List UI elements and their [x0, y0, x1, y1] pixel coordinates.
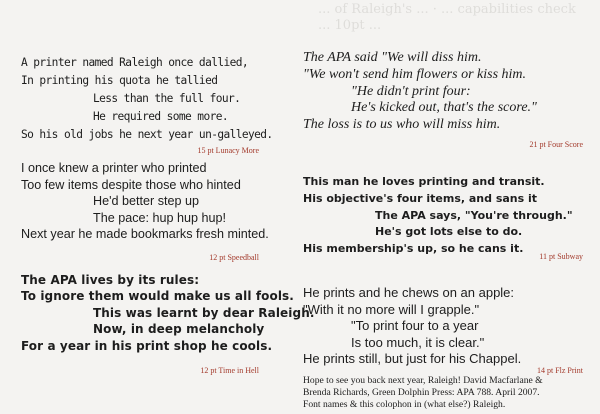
limerick-time-in-hell	[21, 272, 315, 354]
limerick-line: To ignore them would make us all fools.	[21, 289, 294, 304]
font-caption: 15 pt Lunacy More	[197, 146, 259, 155]
limerick-line: The pace: hup hup hup!	[93, 210, 227, 225]
font-caption: 12 pt Speedball	[209, 253, 259, 262]
limerick-line: I once knew a printer who printed	[21, 161, 207, 175]
limerick-line: The loss is to us who will miss him.	[303, 117, 501, 133]
limerick-line: "With it no more will I grapple."	[303, 301, 480, 317]
font-caption: 21 pt Four Score	[529, 140, 583, 149]
limerick-line: The APA says, "You're through."	[375, 208, 573, 222]
bleed-line: ... of Raleigh's ... · ... capabilities check	[318, 2, 576, 17]
font-caption: 14 pt Flz Print	[536, 366, 583, 375]
limerick-line: Is too much, it is clear."	[351, 334, 485, 350]
limerick-line: This was learnt by dear Raleigh.	[93, 305, 315, 320]
colophon	[303, 375, 588, 410]
limerick-line: This man he loves printing and transit.	[303, 175, 545, 188]
limerick-line: The APA said "We will diss him.	[303, 50, 482, 65]
limerick-four-score	[303, 50, 537, 134]
limerick-line: The APA lives by its rules:	[21, 273, 200, 287]
limerick-line: He'd better step up	[93, 194, 200, 209]
limerick-lunacy-more	[21, 54, 273, 144]
limerick-line: Less than the full four.	[93, 92, 241, 105]
bleed-line: ... 10pt ...	[318, 18, 382, 33]
limerick-flz-print	[303, 285, 521, 368]
limerick-line: So his old jobs he next year un-galleyed.	[21, 128, 273, 141]
limerick-line: He required some more.	[93, 110, 228, 123]
font-caption: 12 pt Time in Hell	[200, 366, 259, 375]
limerick-line: For a year in his print shop he cools.	[21, 338, 273, 353]
limerick-line: Now, in deep melancholy	[93, 322, 265, 337]
limerick-line: A printer named Raleigh once dallied,	[21, 56, 249, 69]
limerick-line: He prints and he chews on an apple:	[303, 285, 515, 300]
limerick-speedball	[21, 160, 269, 243]
colophon-line: Brenda Richards, Green Dolphin Press: APA 788. April 2007.	[303, 386, 540, 398]
colophon-line: Font names & this colophon in (what else?) Raleigh.	[303, 398, 506, 410]
limerick-line: He's kicked out, that's the score."	[351, 100, 537, 116]
bleed-through-text	[318, 2, 588, 34]
limerick-line: "To print four to a year	[351, 318, 479, 334]
limerick-subway	[303, 174, 573, 258]
limerick-line: He's got lots else to do.	[375, 225, 523, 239]
limerick-line: His objective's four items, and sans it	[303, 191, 538, 205]
limerick-line: His membership's up, so he cans it.	[303, 242, 524, 256]
limerick-line: Next year he made bookmarks fresh minted.	[21, 227, 269, 242]
limerick-line: "We won't send him flowers or kiss him.	[303, 66, 527, 82]
limerick-line: In printing his quota he tallied	[21, 74, 218, 87]
limerick-line: He prints still, but just for his Chappel.	[303, 351, 522, 367]
colophon-line: Hope to see you back next year, Raleigh! David Macfarlane &	[303, 375, 543, 386]
limerick-line: Too few items despite those who hinted	[21, 177, 241, 192]
limerick-line: "He didn't print four:	[351, 83, 471, 99]
font-caption: 11 pt Subway	[539, 252, 583, 261]
